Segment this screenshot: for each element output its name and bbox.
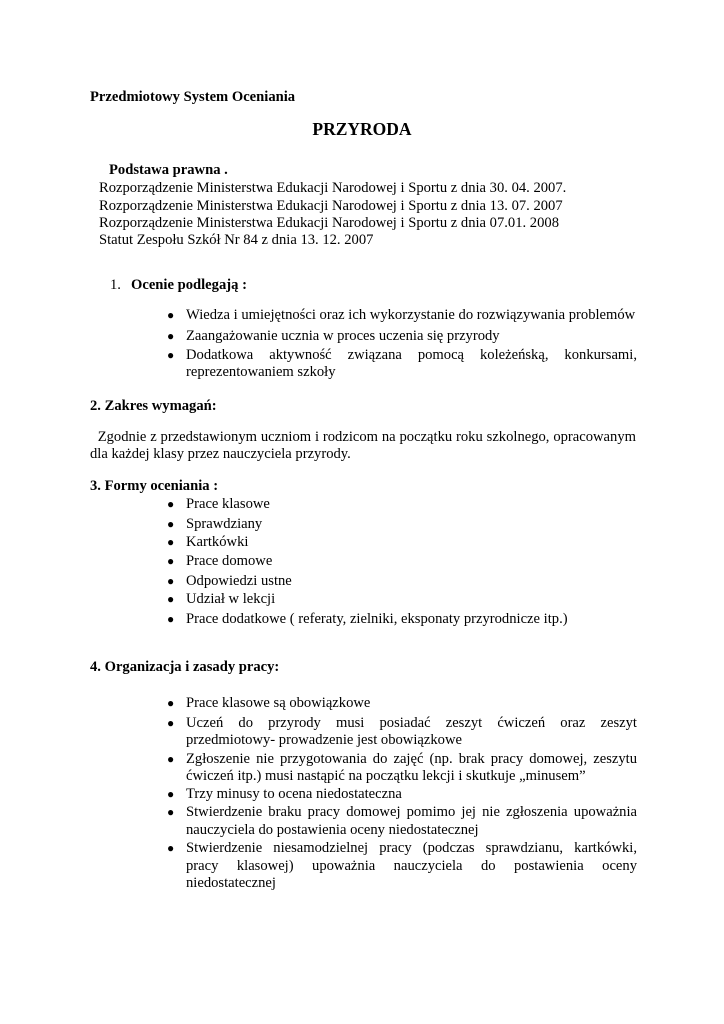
legal-basis-heading: Podstawa prawna . [109, 162, 228, 178]
list-item: Zgłoszenie nie przygotowania do zajęć (np. brak pracy domowej, zeszytu [186, 751, 637, 767]
section1-number: 1. [110, 277, 121, 293]
paragraph-line: Zgodnie z przedstawionym uczniom i rodzicom na początku roku szkolnego, opracowanym [90, 429, 636, 445]
list-item-continuation: ćwiczeń itp.) musi nastąpić na początku lekcji i skutkuje „minusem” [186, 768, 586, 784]
bullet-icon: ● [167, 517, 175, 531]
legal-basis-line: Rozporządzenie Ministerstwa Edukacji Narodowej i Sportu z dnia 13. 07. 2007 [99, 198, 563, 214]
list-item: Wiedza i umiejętności oraz ich wykorzystanie do rozwiązywania problemów [186, 307, 636, 323]
bullet-icon: ● [167, 348, 175, 362]
bullet-icon: ● [167, 329, 175, 343]
list-item-continuation: nauczyciela do postawienia oceny niedostatecznej [186, 822, 479, 838]
list-item: Uczeń do przyrody musi posiadać zeszyt ćwiczeń oraz zeszyt [186, 715, 637, 731]
list-item: Prace klasowe [186, 496, 270, 512]
list-item: Odpowiedzi ustne [186, 573, 292, 589]
list-item-continuation: pracy klasowej) upoważnia nauczyciela do postawienia oceny [186, 858, 637, 874]
bullet-icon: ● [167, 805, 175, 819]
list-item: Stwierdzenie braku pracy domowej pomimo jej nie zgłoszenia upoważnia [186, 804, 637, 820]
section4-heading: 4. Organizacja i zasady pracy: [90, 659, 280, 675]
bullet-icon: ● [167, 787, 175, 801]
bullet-icon: ● [167, 841, 175, 855]
bullet-icon: ● [167, 497, 175, 511]
bullet-icon: ● [167, 308, 175, 322]
legal-basis-line: Statut Zespołu Szkół Nr 84 z dnia 13. 12. 2007 [99, 232, 374, 248]
list-item: Dodatkowa aktywność związana pomocą koleżeńską, konkursami, [186, 347, 637, 363]
list-item: Sprawdziany [186, 516, 263, 532]
list-item: Udział w lekcji [186, 591, 276, 607]
list-item: Prace domowe [186, 553, 273, 569]
page-title: PRZYRODA [312, 119, 412, 139]
list-item: Stwierdzenie niesamodzielnej pracy (podczas sprawdzianu, kartkówki, [186, 840, 637, 856]
bullet-icon: ● [167, 696, 175, 710]
list-item: Prace dodatkowe ( referaty, zielniki, eksponaty przyrodnicze itp.) [186, 611, 568, 627]
bullet-icon: ● [167, 574, 175, 588]
legal-basis-line: Rozporządzenie Ministerstwa Edukacji Narodowej i Sportu z dnia 07.01. 2008 [99, 215, 559, 231]
bullet-icon: ● [167, 554, 175, 568]
list-item: Prace klasowe są obowiązkowe [186, 695, 371, 711]
legal-basis-line: Rozporządzenie Ministerstwa Edukacji Narodowej i Sportu z dnia 30. 04. 2007. [99, 180, 567, 196]
bullet-icon: ● [167, 592, 175, 606]
section1-heading: Ocenie podlegają : [131, 277, 247, 293]
paragraph-line: dla każdej klasy przez nauczyciela przyrody. [90, 446, 351, 462]
bullet-icon: ● [167, 535, 175, 549]
bullet-icon: ● [167, 716, 175, 730]
list-item: Zaangażowanie ucznia w proces uczenia się przyrody [186, 328, 500, 344]
section2-heading: 2. Zakres wymagań: [90, 398, 217, 414]
list-item: Kartkówki [186, 534, 249, 550]
list-item-continuation: niedostatecznej [186, 875, 276, 891]
list-item-continuation: reprezentowaniem szkoły [186, 364, 336, 380]
list-item-continuation: przedmiotowy- prowadzenie jest obowiązkowe [186, 732, 462, 748]
list-item: Trzy minusy to ocena niedostateczna [186, 786, 402, 802]
bullet-icon: ● [167, 612, 175, 626]
bullet-icon: ● [167, 752, 175, 766]
section3-heading: 3. Formy oceniania : [90, 478, 219, 494]
subject-system-title: Przedmiotowy System Oceniania [90, 89, 296, 105]
